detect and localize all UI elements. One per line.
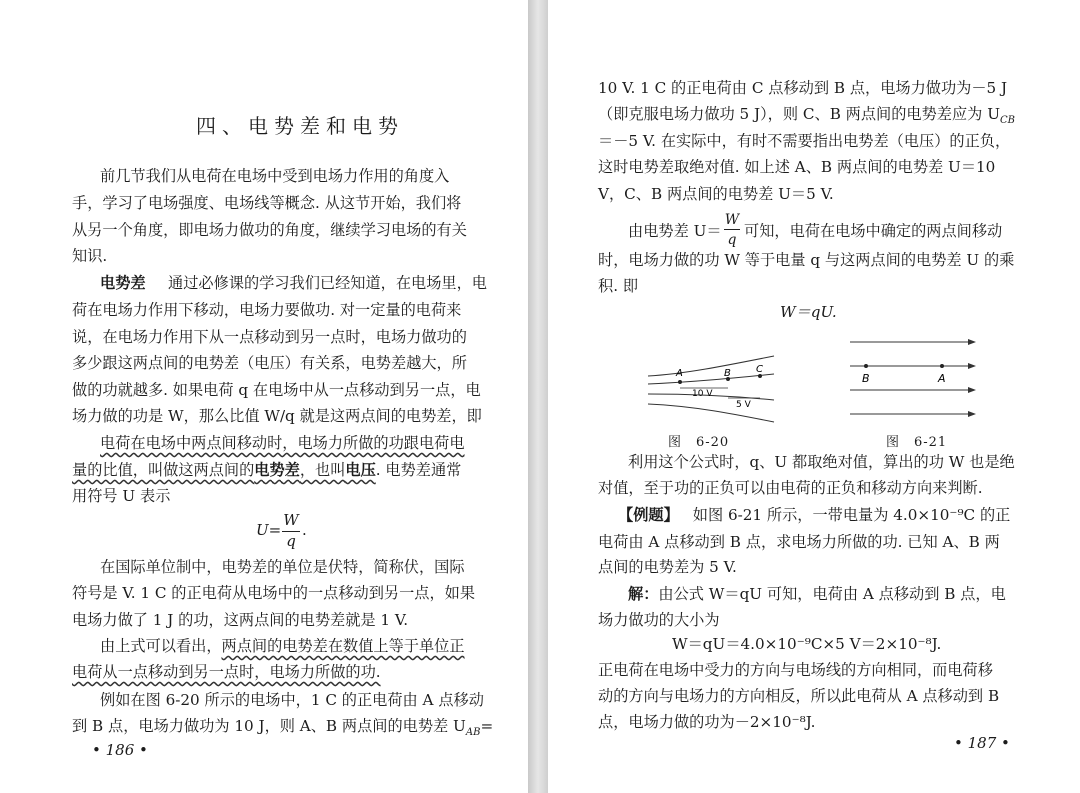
text-line: 点，电场力做的功为－2×10⁻⁸J. xyxy=(598,713,816,731)
inline-fraction xyxy=(724,210,740,248)
definition-text: ，也叫 xyxy=(299,461,346,479)
page-number: • 187 • xyxy=(954,734,1010,752)
arrowhead xyxy=(968,387,976,393)
text-span: 可知，电荷在电场中确定的两点间移动 xyxy=(744,222,1003,240)
text-line: 做的功就越多. 如果电荷 q 在电场中从一点移动到另一点，电 xyxy=(72,381,481,399)
label-a: A xyxy=(676,368,683,379)
definition-text: 量的比值，叫做这两点间的 xyxy=(72,461,255,479)
text-line: 荷在电场力作用下移动，电场力要做功. 对一定量的电荷来 xyxy=(72,301,462,319)
formula-lhs: U= xyxy=(256,521,282,539)
text-line: 例如在图 6-20 所示的电场中，1 C 的正电荷由 A 点移动 xyxy=(100,691,484,709)
formula-fraction xyxy=(282,511,300,551)
left-page xyxy=(0,0,528,793)
formula-u-w-q xyxy=(256,511,316,551)
text-line: 动的方向与电场力的方向相反，所以此电荷从 A 点移动到 B xyxy=(598,687,1000,705)
text-line: 点间的电势差为 5 V. xyxy=(598,558,737,576)
text-line: 说，在电场力作用下从一点移动到另一点时，电场力做功的 xyxy=(72,328,467,346)
arrowhead xyxy=(968,339,976,345)
text-line: 10 V. 1 C 的正电荷由 C 点移动到 B 点，电场力做功为－5 J xyxy=(598,79,1008,97)
text-line: 多少跟这两点间的电势差（电压）有关系，电势差越大，所 xyxy=(72,354,467,372)
figure-6-20 xyxy=(644,336,784,426)
label-c: C xyxy=(756,364,763,375)
definition-line: 电荷在电场中两点间移动时，电场力所做的功跟电荷电 xyxy=(100,434,465,452)
arrowhead xyxy=(968,411,976,417)
label-b: B xyxy=(862,372,870,385)
text-line: 在国际单位制中，电势差的单位是伏特，简称伏，国际 xyxy=(100,558,465,576)
text-line: 符号是 V. 1 C 的正电荷从电场中的一点移动到另一点，如果 xyxy=(72,584,476,602)
formula-w-qu: W＝qU. xyxy=(780,303,837,321)
text-line xyxy=(100,636,465,656)
section-title: 四、电势差和电势 xyxy=(196,114,404,138)
text-line: 利用这个公式时，q、U 都取绝对值，算出的功 W 也是绝 xyxy=(628,453,1015,471)
text-line: 积. 即 xyxy=(598,277,639,295)
label-b: B xyxy=(724,368,731,379)
term-heading: 电势差 xyxy=(100,274,146,292)
text-span: 如图 6-21 所示，一带电量为 4.0×10⁻⁹C 的正 xyxy=(692,506,1011,524)
text-line: 前几节我们从电荷在电场中受到电场力作用的角度入 xyxy=(100,167,450,185)
text-line: V，C、B 两点间的电势差 U＝5 V. xyxy=(598,185,834,203)
text-line: 从另一个角度，即电场力做功的角度，继续学习电场的有关 xyxy=(72,221,467,239)
formula-result: W＝qU＝4.0×10⁻⁹C×5 V＝2×10⁻⁸J. xyxy=(672,635,942,653)
example-line xyxy=(618,505,1010,525)
text-span: 由公式 W＝qU 可知，电荷由 A 点移动到 B 点，电 xyxy=(658,585,1006,603)
solution-line xyxy=(628,584,1006,604)
arrowhead xyxy=(968,363,976,369)
text-line: 电荷由 A 点移动到 B 点，求电场力所做的功. 已知 A、B 两 xyxy=(598,533,1000,551)
fraction-numerator: W xyxy=(724,212,740,228)
text-line: 知识. xyxy=(72,247,108,265)
text-line: ＝－5 V. 在实际中，有时不需要指出电势差（电压）的正负， xyxy=(598,132,1011,150)
point-a xyxy=(940,364,944,368)
point-b xyxy=(864,364,868,368)
text-line: 这时电势差取绝对值. 如上述 A、B 两点间的电势差 U＝10 xyxy=(598,158,996,176)
label-10v: 10 V xyxy=(692,389,713,399)
text-line: 用符号 U 表示 xyxy=(72,487,171,505)
label-a: A xyxy=(938,372,946,385)
term-dianshicha: 电势差 xyxy=(254,461,300,479)
text-line xyxy=(598,104,1015,131)
definition-line-2 xyxy=(72,460,461,480)
text-line: 时，电场力做的功 W 等于电量 q 与这两点间的电势差 U 的乘 xyxy=(598,251,1015,269)
field-line xyxy=(648,374,774,384)
text-span: . 电势差通常 xyxy=(375,461,462,479)
key-statement: 两点间的电势差在数值上等于单位正 xyxy=(221,637,465,655)
fraction-denominator: q xyxy=(727,232,737,248)
text-span: 由上式可以看出， xyxy=(100,637,222,655)
solution-label: 解： xyxy=(628,585,659,603)
subscript-ab: AB xyxy=(465,727,481,739)
formula-end: . xyxy=(302,521,307,539)
text-span: 到 B 点，电场力做功为 10 J，则 A、B 两点间的电势差 U xyxy=(72,717,466,735)
text-line: 电场力做了 1 J 的功，这两点间的电势差就是 1 V. xyxy=(72,611,409,629)
text-line: 正电荷在电场中受力的方向与电场线的方向相同，而电荷移 xyxy=(598,661,993,679)
figure-6-21-caption: 图 6-21 xyxy=(886,435,948,450)
text-line-with-fraction xyxy=(628,212,1068,252)
figure-6-21 xyxy=(848,336,978,422)
text-line: 手，学习了电场强度、电场线等概念. 从这节开始，我们将 xyxy=(72,194,462,212)
book-gutter xyxy=(528,0,548,793)
formula-numerator: W xyxy=(283,511,299,529)
key-statement-line: 电荷从一点移动到另一点时，电场力所做的功. xyxy=(72,663,381,681)
figure-6-20-caption: 图 6-20 xyxy=(668,435,730,450)
text-span: = xyxy=(480,717,494,735)
point-a xyxy=(678,380,682,384)
right-page xyxy=(548,0,1080,793)
page-number: • 186 • xyxy=(92,741,148,759)
text-line: 场力做功的大小为 xyxy=(598,611,720,629)
text-line: 通过必修课的学习我们已经知道，在电场里，电 xyxy=(168,274,487,292)
text-line: 对值，至于功的正负可以由电荷的正负和移动方向来判断. xyxy=(598,479,983,497)
text-span: 由电势差 U＝ xyxy=(628,222,722,240)
text-line xyxy=(72,716,493,743)
formula-denominator: q xyxy=(286,532,296,550)
label-5v: 5 V xyxy=(736,400,751,410)
text-span: （即克服电场力做功 5 J），则 C、B 两点间的电势差应为 U xyxy=(598,105,1000,123)
field-line xyxy=(648,404,774,422)
term-dianya: 电压 xyxy=(345,461,376,479)
subscript-cb: CB xyxy=(1000,115,1015,127)
example-label: 【例题】 xyxy=(618,506,679,524)
text-line: 场力做的功是 W，那么比值 W/q 就是这两点间的电势差，即 xyxy=(72,407,482,425)
